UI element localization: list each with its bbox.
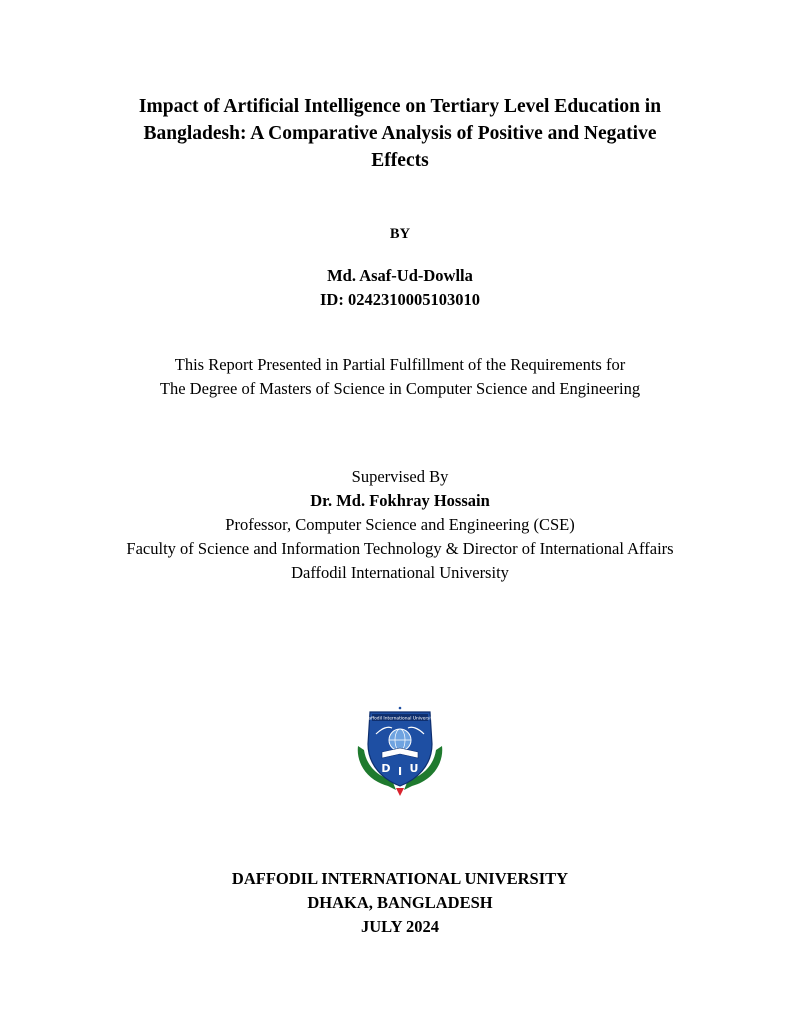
report-statement bbox=[0, 353, 800, 401]
logo-letter-i: I bbox=[397, 765, 403, 778]
supervisor-faculty: Faculty of Science and Information Technology & Director of International Affairs bbox=[126, 539, 674, 558]
supervisor-block bbox=[0, 465, 800, 585]
logo-letter-u: U bbox=[409, 762, 419, 775]
by-label: BY bbox=[389, 226, 411, 242]
author-block bbox=[0, 264, 800, 312]
supervisor-name: Dr. Md. Fokhray Hossain bbox=[310, 491, 490, 510]
supervisor-heading: Supervised By bbox=[351, 467, 449, 486]
logo-letter-d: D bbox=[381, 762, 391, 775]
report-line-2: The Degree of Masters of Science in Computer Science and Engineering bbox=[159, 379, 641, 398]
logo-red-drop bbox=[396, 788, 404, 796]
thesis-title bbox=[0, 93, 800, 174]
footer-date: JULY 2024 bbox=[360, 917, 440, 936]
university-logo bbox=[352, 700, 448, 796]
footer-location: DHAKA, BANGLADESH bbox=[307, 893, 493, 912]
author-id: ID: 0242310005103010 bbox=[320, 290, 480, 309]
footer-university: DAFFODIL INTERNATIONAL UNIVERSITY bbox=[231, 869, 569, 888]
title-line-1: Impact of Artificial Intelligence on Tertiary Level Education in bbox=[138, 96, 662, 117]
title-line-2: Bangladesh: A Comparative Analysis of Positive and Negative bbox=[143, 123, 657, 144]
supervisor-university: Daffodil International University bbox=[291, 563, 509, 582]
logo-banner-text: Daffodil International University bbox=[365, 716, 435, 722]
title-line-3: Effects bbox=[371, 150, 429, 171]
footer-block bbox=[0, 867, 800, 939]
logo-star-icon bbox=[399, 707, 402, 710]
author-name: Md. Asaf-Ud-Dowlla bbox=[327, 266, 473, 285]
supervisor-position: Professor, Computer Science and Engineering (CSE) bbox=[225, 515, 575, 534]
report-line-1: This Report Presented in Partial Fulfillment of the Requirements for bbox=[174, 355, 626, 374]
